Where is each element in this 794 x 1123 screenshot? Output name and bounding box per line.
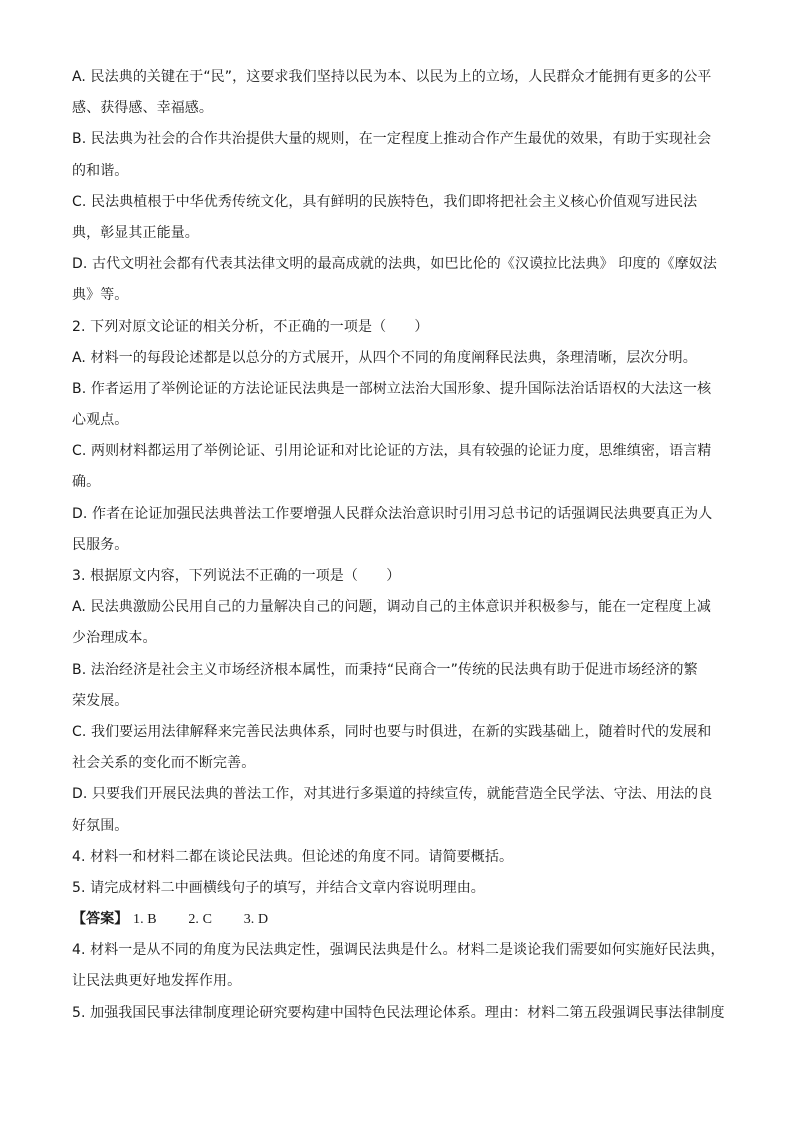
answer-item: 3. D <box>243 912 269 928</box>
text-line: 的和谐。 <box>72 162 129 179</box>
text-line: 2. 下列对原文论证的相关分析，不正确的一项是（ ） <box>72 318 429 335</box>
answer-tag: 【答案】 <box>72 911 129 928</box>
answer-items <box>133 912 296 927</box>
text-line: 典》等。 <box>72 287 129 304</box>
text-line: 3. 根据原文内容，下列说法不正确的一项是（ ） <box>72 568 401 584</box>
text-line: D. 作者在论证加强民法典普法工作要增强人民群众法治意识时引用习总书记的话强调民法典要真正为人 <box>72 505 713 522</box>
text-line: 心观点。 <box>72 412 129 429</box>
text-line: D. 古代文明社会都有代表其法律文明的最高成就的法典，如巴比伦的《汉谟拉比法典》 印度的《摩奴法 <box>72 256 717 273</box>
text-line: 让民法典更好地发挥作用。 <box>72 973 242 990</box>
text-line: 5. 加强我国民事法律制度理论研究要构建中国特色民法理论体系。理由：材料二第五段强调民事法律制度 <box>72 1004 725 1021</box>
text-line: C. 两则材料都运用了举例论证、引用论证和对比论证的方法，具有较强的论证力度，思维缜密，语言精 <box>72 443 712 460</box>
text-line: B. 作者运用了举例论证的方法论证民法典是一部树立法治大国形象、提升国际法治话语权的大法这一核 <box>72 380 712 397</box>
text-line: D. 只要我们开展民法典的普法工作，对其进行多渠道的持续宣传，就能营造全民学法、守法、用法的良 <box>72 786 713 803</box>
text-line: B. 民法典为社会的合作共治提供大量的规则，在一定程度上推动合作产生最优的效果，有助于实现社会 <box>72 131 712 148</box>
text-line: A. 材料一的每段论述都是以总分的方式展开，从四个不同的角度阐释民法典，条理清晰，层次分明。 <box>72 349 697 366</box>
text-line: 民服务。 <box>72 536 129 553</box>
text-line: 少治理成本。 <box>72 630 157 647</box>
text-line: A. 民法典的关键在于“民”，这要求我们坚持以民为本、以民为上的立场，人民群众才能拥有更多的公平 <box>72 69 712 85</box>
text-line: C. 我们要运用法律解释来完善民法典体系，同时也要与时俱进，在新的实践基础上，随着时代的发展和 <box>72 723 712 740</box>
text-line: 确。 <box>72 474 101 491</box>
answer-line <box>72 904 738 935</box>
text-line: C. 民法典植根于中华优秀传统文化，具有鲜明的民族特色，我们即将把社会主义核心价值观写进民法 <box>72 193 698 210</box>
document-page <box>72 62 738 1029</box>
answer-item: 1. B <box>132 912 157 928</box>
text-line: A. 民法典激励公民用自己的力量解决自己的问题，调动自己的主体意识并积极参与，能在一定程度上减 <box>72 599 711 616</box>
text-line: B. 法治经济是社会主义市场经济根本属性，而秉持“民商合一”传统的民法典有助于促进市场经济的繁 <box>72 661 698 678</box>
answer-item: 2. C <box>188 912 213 928</box>
text-line: 典，彰显其正能量。 <box>72 224 199 241</box>
text-line: 5. 请完成材料二中画横线句子的填写，并结合文章内容说明理由。 <box>72 879 485 896</box>
text-line: 感、获得感、幸福感。 <box>72 100 213 117</box>
explanation-block <box>72 935 738 1029</box>
text-line: 好氛围。 <box>72 817 129 834</box>
text-line: 荣发展。 <box>72 692 129 709</box>
text-line: 4. 材料一是从不同的角度为民法典定性，强调民法典是什么。材料二是谈论我们需要如何实施好民法典， <box>72 942 725 959</box>
question-block <box>72 62 738 904</box>
text-line: 4. 材料一和材料二都在谈论民法典。但论述的角度不同。请简要概括。 <box>72 848 514 865</box>
text-line: 社会关系的变化而不断完善。 <box>72 755 256 772</box>
